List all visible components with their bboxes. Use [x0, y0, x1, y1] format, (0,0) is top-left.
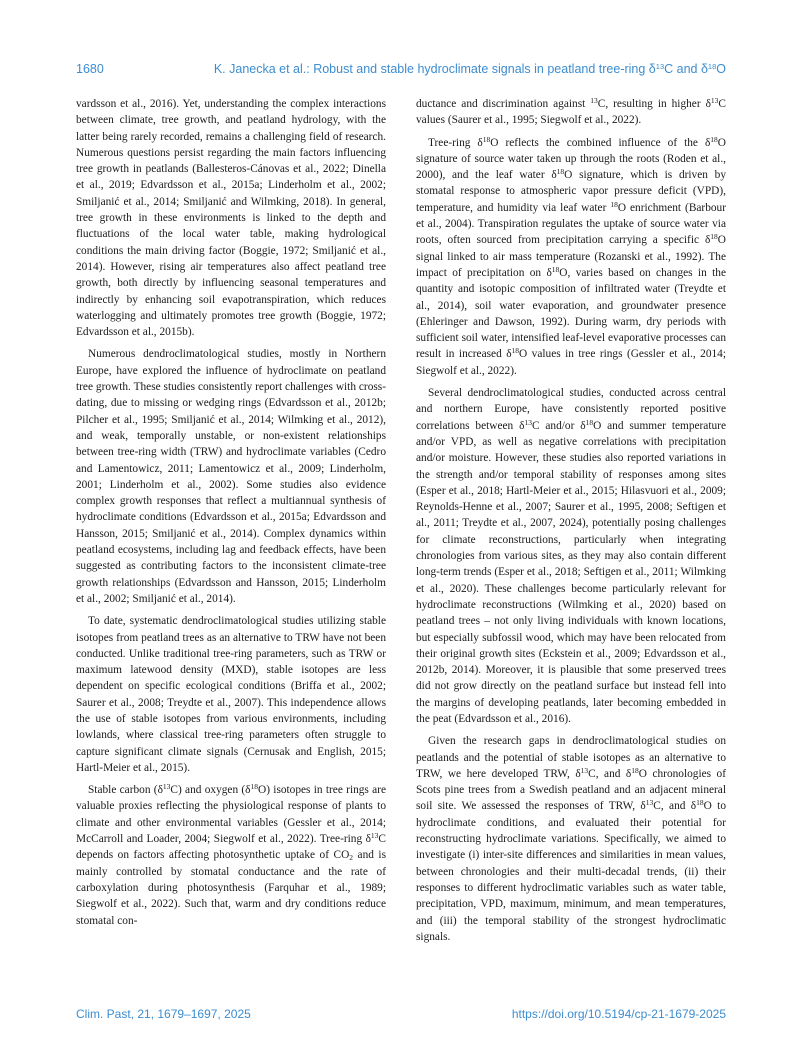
paragraph: vardsson et al., 2016). Yet, understanding the complex interactions between climate, tree growth, and peatland hydrology, with the latter being rarely recorded, remains a challenging field of research. Numerous questions persist regarding the main factors influencing tree growth in peatlands (Ballesteros-Cánovas et al., 2022; Dinella et al., 2019; Edvardsson et al., 2015a; Linderholm et al., 2002; Smiljanić et al., 2014; Smiljanić and Wilmking, 2018). In general, tree growth in these environments is linked to the depth and fluctuations of the local water table, making hydrological conditions the main driving factor (Boggie, 1972; Smiljanić et al., 2014). However, rising air temperatures also affect peatland tree growth, both directly by influencing seasonal temperatures and indirectly by enhancing soil evapotranspiration, which reduces waterlogging and ultimately promotes tree growth (Boggie, 1972; Edvardsson et al., 2015b). — [76, 98, 386, 339]
paragraph: Numerous dendroclimatological studies, mostly in Northern Europe, have explored the influence of hydroclimate on peatland tree growth. These studies consistently report challenges with cross-dating, due to missing or wedging rings (Edvardsson et al., 2012b; Pilcher et al., 1995; Smiljanić et al., 2014; Wilmking et al., 2012), and weak, temporally unstable, or non-existent relationships between tree-ring width (TRW) and hydroclimate variables (Cedro and Lamentowicz, 2011; Lamentowicz et al., 2009; Linderholm, 2001; Linderholm et al., 2002). Some studies also evidence complex growth responses that reflect a multiannual synthesis of hydroclimate conditions (Edvardsson et al., 2015a; Edvardsson and Hansson, 2015; Smiljanić et al., 2014). Complex dynamics within peatland ecosystems, including lag and feedback effects, have been suggested as contributing factors to the inconsistent climate-tree growth relationships (Edvardsson and Hansson, 2015; Linderholm et al., 2002; Smiljanić et al., 2014). — [76, 348, 386, 605]
paragraph: ductance and discrimination against $^{13}$C, resulting in higher $\delta^{13}C$ values (Saurer et al., 1995; Siegwolf et al., 2022). — [416, 96, 726, 127]
running-title: K. Janecka et al.: Robust and stable hydroclimate signals in peatland tree-ring $\delta^{13}C$ and $\delta^{18}O$ — [213, 62, 726, 76]
page-header — [76, 62, 726, 82]
doi-link[interactable]: https://doi.org/10.5194/cp-21-1679-2025 — [511, 1007, 726, 1021]
page-number: 1680 — [76, 62, 104, 76]
paragraph: Several dendroclimatological studies, conducted across central and northern Europe, have consistently reported positive correlations between $\delta^{13}C$ and/or $\delta^{18}O$ and summer temperature and/or VPD, as well as negative correlations with precipitation and/or moisture. However, these studies also reported variations in the strength and/or temporal stability of responses among sites (Esper et al., 2018; Hartl-Meier et al., 2015; Hilasvuori et al., 2009; Reynolds-Henne et al., 2007; Saurer et al., 1995, 2008; Seftigen et al., 2011; Treydte et al., 2007, 2024), potentially posing challenges for climate reconstructions, particularly when integrating chronologies from various sites, as they may also contain different long-term trends (Esper et al., 2018; Seftigen et al., 2011; Wilmking et al., 2020). These challenges become particularly relevant for hydroclimate reconstructions (Wilmking et al., 2020) based on peatland trees – not only living individuals with known locations, but especially subfossil wood, which may have been relocated from their original growth sites (Eckstein et al., 2009; Edvardsson et al., 2012b, 2014). Moreover, it is plausible that some preserved trees did not grow directly on the peatland surface but instead fell into the margins of developing peatlands, later becoming embedded in the peat (Edvardsson et al., 2016). — [416, 387, 726, 725]
paragraph: Stable carbon $(\delta^{13}C)$ and oxygen $(\delta^{18}O)$ isotopes in tree rings are valuable proxies reflecting the physiological response of plants to climate and other environmental variables (Gessler et al., 2014; McCarroll and Loader, 2004; Siegwolf et al., 2022). Tree-ring $\delta^{13}C$ depends on factors affecting photosynthetic uptake of $CO_2$ and is mainly controlled by stomatal conductance and the rate of carboxylation during photosynthesis (Farquhar et al., 1989; Siegwolf et al., 2022). Such that, warm and dry conditions reduce stomatal con- — [76, 782, 386, 927]
paragraph: Given the research gaps in dendroclimatological studies on peatlands and the potential of stable isotopes as an alternative to TRW, we here developed TRW, $\delta^{13}C$, and $\delta^{18}O$ chronologies of Scots pine trees from a Swedish peatland and an adjacent mineral soil site. We assessed the responses of TRW, $\delta^{13}C$, and $\delta^{18}O$ to hydroclimate conditions, and evaluated their potential for reconstructing hydroclimate variations. Specifically, we aimed to investigate (i) inter-site differences and similarities in mean values, between chronologies and their multi-decadal trends, (ii) their responses to different hydroclimatic variables such as water table, precipitation, VPD, maximum, minimum, and mean temperatures, and (iii) the temporal stability of the strongest hydroclimatic signals. — [416, 735, 726, 943]
paragraph: Tree-ring $\delta^{18}O$ reflects the combined influence of the $\delta^{18}O$ signature of source water taken up through the roots (Roden et al., 2000), and the leaf water $\delta^{18}O$ signature, which is driven by stomatal response to atmospheric vapor pressure deficit (VPD), temperature, and humidity via leaf water $^{18}$O enrichment (Barbour et al., 2004). Transpiration regulates the uptake of source water via roots, often sourced from precipitation carrying a specific $\delta^{18}O$ signal linked to air mass temperature (Rozanski et al., 1992). The impact of precipitation on $\delta^{18}O$, varies based on changes in the quantity and isotopic composition of infiltrated water (Treydte et al., 2014), soil water evaporation, and groundwater presence (Ehleringer and Dawson, 1992). During warm, dry periods with sufficient soil water, intensified leaf-level evaporative processes can result in increased $\delta^{18}O$ values in tree rings (Gessler et al., 2014; Siegwolf et al., 2022). — [416, 134, 726, 377]
right-column — [416, 96, 726, 951]
page-footer — [76, 1007, 726, 1025]
paragraph: To date, systematic dendroclimatological studies utilizing stable isotopes from peatland trees as an alternative to TRW have not been conducted. Unlike traditional tree-ring parameters, such as TRW or maximum latewood density (MXD), stable isotopes are less dependent on specific ecological conditions (Briffa et al., 2002; Saurer et al., 2008; Treydte et al., 2007). This independence allows the use of stable isotopes from various environments, including lowlands, where classical tree-ring parameters often struggle to capture significant climate signals (Cernusak and English, 2015; Hartl-Meier et al., 2015). — [76, 615, 386, 774]
left-column — [76, 96, 386, 935]
journal-citation: Clim. Past, 21, 1679–1697, 2025 — [76, 1007, 251, 1021]
